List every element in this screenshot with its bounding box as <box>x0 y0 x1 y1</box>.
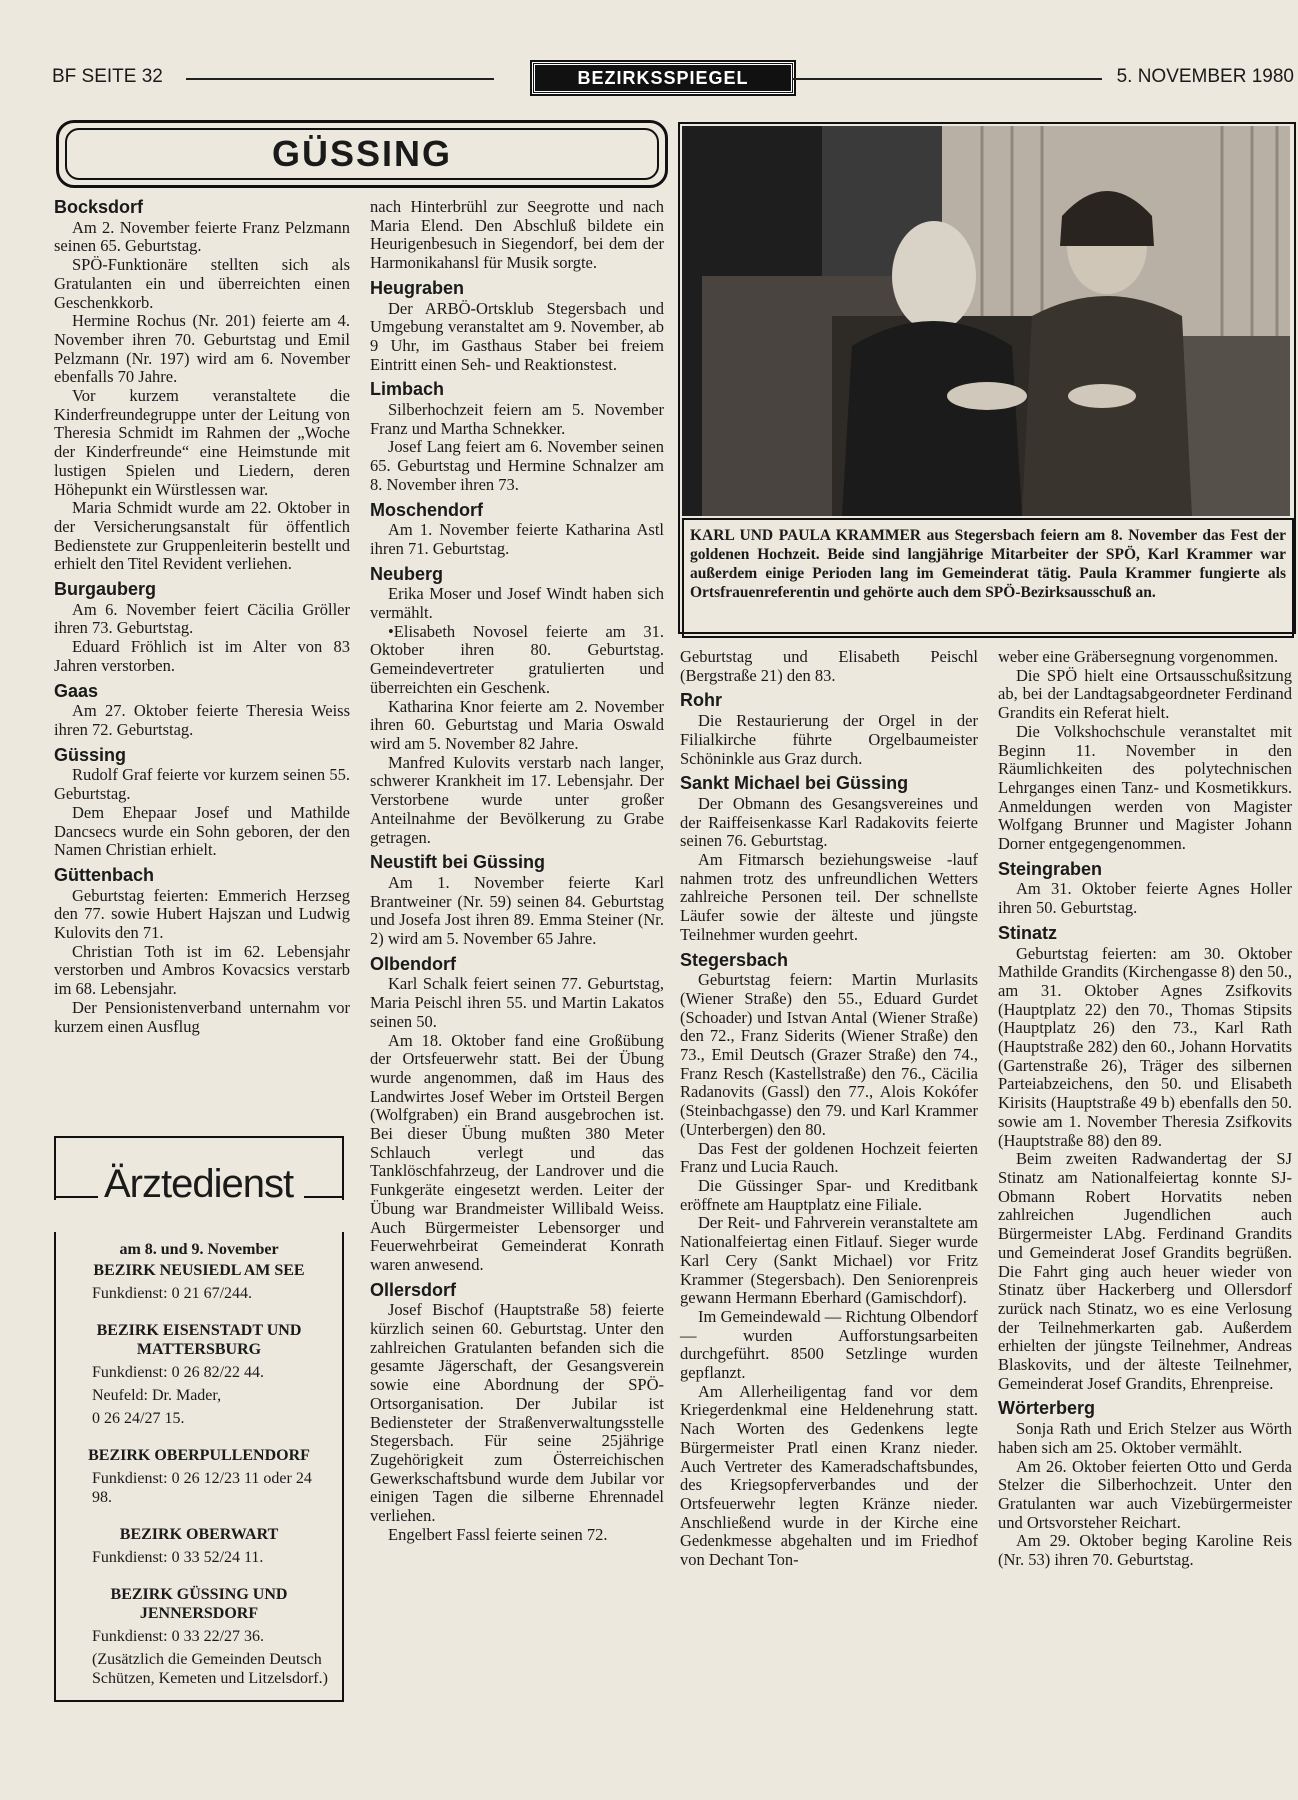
place-heading: Neustift bei Güssing <box>370 852 546 873</box>
article-paragraph: Katharina Knor feierte am 2. November ihren 60. Geburtstag und Maria Oswald wird am 5. November 82 Jahre. <box>370 696 664 753</box>
article-paragraph: Manfred Kulovits verstarb nach langer, schwerer Krankheit im 17. Lebensjahr. Der Verstorbene wurde unter großer Anteilnahme der Bevölkerung zu Grabe getragen. <box>370 752 664 847</box>
article-paragraph: Geburtstag feierten: am 30. Oktober Mathilde Grandits (Kirchengasse 8) den 50., am 31. Oktober Agnes Zsifkovits (Hauptplatz 22) den 70., Thomas Stipsits (Hauptplatz 26) den 73., Karl Rath (Hauptstraße 282) den 60., Johann Horvatits (Gartenstraße 26), Träger des silbernen Parteiabzeichens, den 50. und Elisabeth Kirisits (Hauptstraße 49 b) ebenfalls den 50. sowie am 1. November Theresia Zsifkovits (Hauptstraße 88) den 89. <box>998 943 1292 1150</box>
doctor-service-logo <box>54 1136 344 1232</box>
page-number: BF SEITE 32 <box>52 66 163 87</box>
article-column-2 <box>370 198 664 1545</box>
place-heading: Moschendorf <box>370 499 484 520</box>
district-contact-line: Funkdienst: 0 33 52/24 11. <box>92 1549 264 1566</box>
district-name: BEZIRK OBERPULLENDORF <box>88 1447 310 1464</box>
place-heading: Gaas <box>54 680 99 701</box>
district-name: BEZIRK EISENSTADT UND MATTERSBURG <box>96 1322 302 1358</box>
article-paragraph: Am 29. Oktober beging Karoline Reis (Nr. 53) ihren 70. Geburtstag. <box>998 1531 1292 1570</box>
header-rule-left <box>186 78 494 80</box>
article-paragraph: Am 1. November feierte Katharina Astl ihren 71. Geburtstag. <box>370 520 664 558</box>
section-title: BEZIRKSSPIEGEL <box>532 62 794 94</box>
article-paragraph: Vor kurzem veranstaltete die Kinderfreundegruppe unter der Leitung von Theresia Schmidt im Rahmen der „Woche der Kinderfreunde“ eine Heimstunde mit lustigen Spielen und Liedern, deren Höhepunkt ein Würstlessen war. <box>54 386 350 499</box>
article-paragraph: weber eine Gräbersegnung vorgenommen. <box>998 647 1279 666</box>
article-paragraph: Geburtstag feiern: Martin Murlasits (Wiener Straße) den 55., Eduard Gurdet (Schoader) und Istvan Antal (Wiener Straße) den 72., Franz Siderits (Wiener Straße) den 73., Emil Deutsch (Grazer Straße) den 74., Franz Resch (Kastellstraße) den 76., Cäcilia Radanovits (Gassl) den 77., Alois Kokófer (Steinbachgasse) den 79. und Karl Krammer (Unterbergen) den 80. <box>680 970 978 1139</box>
article-paragraph: Karl Schalk feiert seinen 77. Geburtstag, Maria Peischl ihren 55. und Martin Lakatos seinen 50. <box>370 974 664 1031</box>
district-contact-line: 0 26 24/27 15. <box>92 1410 185 1427</box>
article-paragraph: Am 6. November feiert Cäcilia Gröller ihren 73. Geburtstag. <box>54 599 350 638</box>
doctor-service-box <box>54 1136 346 1704</box>
article-paragraph: Der Pensionistenverband unternahm vor kurzem einen Ausflug <box>54 997 350 1036</box>
district-list <box>66 1261 332 1688</box>
article-paragraph: Sonja Rath und Erich Stelzer aus Wörth haben sich am 25. Oktober vermählt. <box>998 1419 1292 1457</box>
place-heading: Stinatz <box>998 922 1058 943</box>
article-paragraph: Beim zweiten Radwandertag der SJ Stinatz am Nationalfeiertag konnte SJ-Obmann Robert Horvatits neben zahlreichen Jugendlichen auch Bürgermeister LAbg. Ferdinand Grandits und Gemeinderat Josef Grandits begrüßen. Die Fahrt ging auch heuer wieder von Stinatz über Hackerberg und Ollersdorf zurück nach Stinatz, wo es eine Verlosung der Teilnehmerkarten gab. Außerdem erhielten der jüngste Teilnehmer, Andreas Blaskovits, und der älteste Teilnehmer, Gemeinderat Josef Grandits, Ehrenpreise. <box>998 1149 1292 1393</box>
article-paragraph: Im Gemeindewald — Richtung Olbendorf — wurden Aufforstungsarbeiten durchgeführt. 8500 Setzlinge wurden gepflanzt. <box>680 1306 978 1383</box>
district-name: BEZIRK OBERWART <box>119 1526 279 1543</box>
place-heading: Wörterberg <box>998 1398 1096 1419</box>
place-heading: Burgauberg <box>54 579 157 600</box>
article-paragraph: Am Fitmarsch beziehungsweise -lauf nahmen trotz des unfreundlichen Wetters zahlreiche Personen teil. Der schnellste Läufer sowie der älteste und jüngste Teilnehmer wurden geehrt. <box>680 850 978 944</box>
article-paragraph: SPÖ-Funktionäre stellten sich als Gratulanten ein und überreichten einen Geschenkkorb. <box>54 255 350 312</box>
article-paragraph: Eduard Fröhlich ist im Alter von 83 Jahren verstorben. <box>54 637 350 675</box>
article-paragraph: Am Allerheiligentag fand vor dem Kriegerdenkmal eine Heldenehrung statt. Nach Worten des Gedenkens legte Bürgermeister Pratl einen Kranz nieder. Auch Vertreter des Kameradschaftsbundes, des Kriegsopferverbandes und der Ortsfeuerwehr legten Kränze nieder. Anschließend wurde in der Kirche eine Gedenkmesse abgehalten und im Friedhof von Dechant Ton- <box>680 1381 978 1570</box>
article-paragraph: Der Obmann des Gesangsvereines und der Raiffeisenkasse Karl Radakovits feierte seinen 76. Geburtstag. <box>680 793 978 851</box>
place-heading: Güttenbach <box>54 864 155 885</box>
article-paragraph: Am 18. Oktober fand eine Großübung der Ortsfeuerwehr statt. Bei der Übung wurde angenommen, daß im Haus des Landwirtes Josef Weber im Ortsteil Bergen (Wolfgraben) ein Brand ausgebrochen ist. Bei dieser Übung mußten 380 Meter Schlauch verlegt und das Tanklöschfahrzeug, der Landrover und die Funkgeräte eingesetzt werden. Leiter der Übung war Brandmeister Willibald Weiss. Auch Bürgermeister Lebensorger und Feuerwehrbeirat Gemeinderat Konrath waren anwesend. <box>370 1030 664 1274</box>
region-banner <box>56 120 668 188</box>
district-contact-line: Neufeld: Dr. Mader, <box>92 1387 222 1404</box>
doctor-service-list <box>54 1232 344 1702</box>
district-name: BEZIRK NEUSIEDL AM SEE <box>93 1262 305 1279</box>
place-heading: Stegersbach <box>680 949 789 970</box>
article-paragraph: Der Reit- und Fahrverein veranstaltete am Nationalfeiertag einen Fitlauf. Sieger wurde Karl Cery (Sankt Michael) vor Fritz Krammer (Stegersbach). Den Seniorenpreis gewann Hermann Eberhard (Gamischdorf). <box>680 1213 978 1308</box>
article-paragraph: Geburtstag und Elisabeth Peischl (Bergstraße 21) den 83. <box>680 647 978 685</box>
article-paragraph: Christian Toth ist im 62. Lebensjahr verstorben und Ambros Kovacsics verstarb im 68. Lebensjahr. <box>54 941 350 999</box>
article-paragraph: Die Restaurierung der Orgel in der Filialkirche führte Orgelbaumeister Schöninkle aus Graz durch. <box>680 711 978 768</box>
article-column-3 <box>680 648 978 1570</box>
issue-date: 5. NOVEMBER 1980 <box>1116 66 1294 87</box>
article-paragraph: nach Hinterbrühl zur Seegrotte und nach Maria Elend. Den Abschluß bildete ein Heurigenbesuch in Siegendorf, bei dem der Harmonikahansl für Musik sorgte. <box>370 197 664 273</box>
article-paragraph: Hermine Rochus (Nr. 201) feierte am 4. November ihren 70. Geburtstag und Emil Pelzmann (Nr. 197) wird am 6. November ebenfalls 70 Jahre. <box>54 311 350 387</box>
article-paragraph: Am 2. November feierte Franz Pelzmann seinen 65. Geburtstag. <box>54 217 350 256</box>
article-paragraph: •Elisabeth Novosel feierte am 31. Oktober ihren 80. Geburtstag. Gemeindevertreter gratulierten und überreichten ein Geschenk. <box>370 621 664 697</box>
place-heading: Ollersdorf <box>370 1279 457 1300</box>
district-contact-line: (Zusätzlich die Gemeinden Deutsch Schützen, Kemeten und Litzelsdorf.) <box>92 1651 328 1687</box>
article-paragraph: Am 27. Oktober feierte Theresia Weiss ihren 72. Geburtstag. <box>54 701 350 739</box>
article-column-1 <box>54 198 350 1036</box>
district-contact-line: Funkdienst: 0 33 22/27 36. <box>92 1628 265 1645</box>
district-contact-line: Funkdienst: 0 26 82/22 44. <box>92 1364 265 1381</box>
couple-photo-icon <box>682 126 1290 516</box>
district-contact-line: Funkdienst: 0 26 12/23 11 oder 24 98. <box>92 1470 312 1506</box>
header-rule-right <box>792 78 1102 80</box>
place-heading: Sankt Michael bei Güssing <box>680 773 909 794</box>
article-paragraph: Josef Lang feiert am 6. November seinen 65. Geburtstag und Hermine Schnalzer am 8. November ihren 73. <box>370 437 664 494</box>
place-heading: Güssing <box>54 744 127 765</box>
doctor-service-dates: am 8. und 9. November <box>119 1241 279 1258</box>
place-heading: Rohr <box>680 690 722 711</box>
article-column-4 <box>998 648 1292 1570</box>
place-heading: Heugraben <box>370 277 465 298</box>
place-heading: Neuberg <box>370 563 444 584</box>
district-name: BEZIRK GÜSSING UND JENNERSDORF <box>110 1586 288 1622</box>
place-heading: Steingraben <box>998 858 1103 879</box>
photo-caption: KARL UND PAULA KRAMMER aus Stegersbach feiern am 8. November das Fest der goldenen Hochzeit. Beide sind langjährige Mitarbeiter der SPÖ, Karl Krammer war außerdem einige Perioden lang im Gemeinderat tätig. Paula Krammer fungierte als Ortsfrauenreferentin und gehörte auch dem SPÖ-Bezirksausschuß an. <box>682 518 1294 638</box>
article-paragraph: Geburtstag feierten: Emmerich Herzseg den 77. sowie Hubert Hajszan und Ludwig Kulovits den 71. <box>54 885 350 943</box>
article-paragraph: Die SPÖ hielt eine Ortsausschußsitzung ab, bei der Landtagsabgeordneter Ferdinand Grandits ein Referat hielt. <box>998 665 1292 723</box>
article-paragraph: Die Güssinger Spar- und Kreditbank eröffnete am Hauptplatz eine Filiale. <box>680 1175 978 1214</box>
article-paragraph: Am 31. Oktober feierte Agnes Holler ihren 50. Geburtstag. <box>998 879 1292 918</box>
article-paragraph: Engelbert Fassl feierte seinen 72. <box>388 1524 608 1544</box>
article-paragraph: Rudolf Graf feierte vor kurzem seinen 55. Geburtstag. <box>54 765 350 804</box>
place-heading: Olbendorf <box>370 953 456 974</box>
region-banner-title: GÜSSING <box>65 128 659 180</box>
article-paragraph: Der ARBÖ-Ortsklub Stegersbach und Umgebung veranstaltet am 9. November, ab 9 Uhr, im Gasthaus Staber bei freiem Eintritt einen Seh- und Reaktionstest. <box>370 298 664 374</box>
couple-photo <box>682 126 1290 516</box>
place-heading: Limbach <box>370 379 445 400</box>
doctor-service-title: Ärztedienst <box>104 1162 294 1206</box>
article-paragraph: Die Volkshochschule veranstaltet mit Beginn 11. November in den Räumlichkeiten des polytechnischen Lehrganges einen Tanz- und Kosmetikkurs. Anmeldungen werden von Magister Wolfgang Brunner und Magister Johann Dorner entgegengenommen. <box>998 721 1292 854</box>
article-paragraph: Maria Schmidt wurde am 22. Oktober in der Versicherungsanstalt für öffentlich Bedienstete zur Gruppenleiterin bestellt und erhielt den Titel Revident verliehen. <box>54 498 350 574</box>
article-paragraph: Am 1. November feierte Karl Brantweiner (Nr. 59) seinen 84. Geburtstag und Josefa Jost ihren 89. Emma Steiner (Nr. 2) wird am 5. November 65 Jahre. <box>370 872 664 949</box>
place-heading: Bocksdorf <box>54 197 144 217</box>
article-paragraph: Am 26. Oktober feierten Otto und Gerda Stelzer die Silberhochzeit. Unter den Gratulanten war auch Vizebürgermeister und Ortsvorsteher Reichart. <box>998 1456 1292 1532</box>
article-paragraph: Erika Moser und Josef Windt haben sich vermählt. <box>370 584 664 623</box>
article-paragraph: Silberhochzeit feiern am 5. November Franz und Martha Schnekker. <box>370 400 664 438</box>
article-paragraph: Josef Bischof (Hauptstraße 58) feierte kürzlich seinen 60. Geburtstag. Unter den zahlreichen Gratulanten befanden sich die gesamte Jägerschaft, der Gesangsverein sowie eine Abordnung der SPÖ-Ortsorganisation. Der Jubilar ist Bediensteter der Straßenverwaltungsstelle Stegersbach. Für seine 25jährige Zugehörigkeit zum Österreichischen Gewerkschaftsbund wurde dem Jubilar vor einigen Tagen die silberne Ehrennadel verliehen. <box>370 1300 664 1526</box>
article-paragraph: Dem Ehepaar Josef und Mathilde Dancsecs wurde ein Sohn geboren, der den Namen Christian erhielt. <box>54 802 350 860</box>
page-header <box>52 62 1294 92</box>
district-contact-line: Funkdienst: 0 21 67/244. <box>92 1285 253 1302</box>
article-paragraph: Das Fest der goldenen Hochzeit feierten Franz und Lucia Rauch. <box>680 1138 978 1177</box>
